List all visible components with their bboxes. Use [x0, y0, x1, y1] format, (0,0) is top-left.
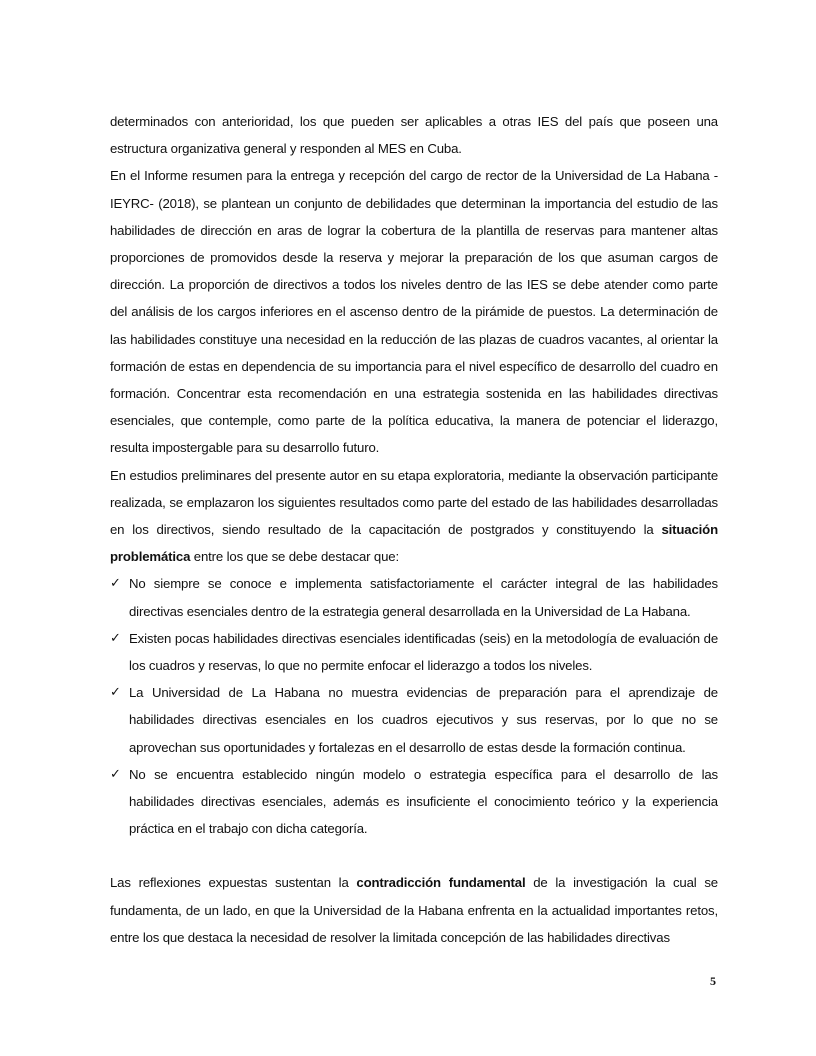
- list-item-text: La Universidad de La Habana no muestra evidencias de preparación para el aprendizaje de habilidades directivas esenciales en los cuadros ejecutivos y sus reservas, por lo que no se aprovechan sus oportunidades y fortalezas en el desarrollo de estas desde la formación continua.: [129, 685, 718, 755]
- paragraph-4-text-a: Las reflexiones expuestas sustentan la: [110, 875, 357, 891]
- situacion-problematica-term: situación problemática: [110, 522, 718, 565]
- paragraph-1: determinados con anterioridad, los que pueden ser aplicables a otras IES del país que poseen una estructura organizativa general y responden al MES en Cuba.: [110, 114, 718, 157]
- list-item: [110, 625, 718, 679]
- list-item-text: Existen pocas habilidades directivas esenciales identificadas (seis) en la metodología de evaluación de los cuadros y reservas, lo que no permite enfocar el liderazgo a todos los niveles.: [129, 630, 718, 674]
- paragraph-2: En el Informe resumen para la entrega y recepción del cargo de rector de la Universidad de La Habana -IEYRC- (2018), se plantean un conjunto de debilidades que determinan la importancia del estudio de las habilidades de dirección en aras de lograr la cobertura de la plantilla de reservas para mantener altas proporciones de promovidos desde la reserva y mejorar la preparación de los que asuman cargos de dirección. La proporción de directivos a todos los niveles dentro de las IES se debe atender como parte del análisis de los cargos inferiores en el ascenso dentro de la pirámide de puestos. La determinación de las habilidades constituye una necesidad en la reducción de las plazas de cuadros vacantes, al orientar la formación de estas en dependencia de su importancia para el nivel específico de desarrollo del cuadro en formación. Concentrar esta recomendación en una estrategia sostenida en las habilidades directivas esenciales, que contemple, como parte de la política educativa, la manera de potenciar el liderazgo, resulta impostergable para su desarrollo futuro.: [110, 168, 718, 456]
- paragraph-3-text-b: entre los que se debe destacar que:: [190, 549, 399, 565]
- document-body: [110, 108, 718, 951]
- contradiccion-fundamental-term: contradicción fundamental: [356, 875, 526, 891]
- list-item: [110, 761, 718, 843]
- checklist: [110, 570, 718, 842]
- paragraph-4: [110, 869, 718, 951]
- list-item: [110, 570, 718, 624]
- spacer: [110, 842, 718, 869]
- paragraph-3-text-a: En estudios preliminares del presente autor en su etapa exploratoria, mediante la observación participante realizada, se emplazaron los siguientes resultados como parte del estado de las habilidades desarrolladas en los directivos, siendo resultado de la capacitación de postgrados y constituyendo la: [110, 467, 718, 538]
- list-item-text: No siempre se conoce e implementa satisfactoriamente el carácter integral de las habilidades directivas esenciales dentro de la estrategia general desarrollada en la Universidad de La Habana.: [129, 576, 718, 619]
- checkmark-icon: ✓: [110, 685, 121, 701]
- paragraph-4-text-b: de la investigación la cual se fundamenta, de un lado, en que la Universidad de la Habana enfrenta en la actualidad importantes retos, entre los que destaca la necesidad de resolver la limitada concepción de las habilidades directivas: [110, 875, 718, 945]
- checkmark-icon: ✓: [110, 630, 121, 646]
- list-item-text: No se encuentra establecido ningún modelo o estrategia específica para el desarrollo de las habilidades directivas esenciales, además es insuficiente el conocimiento teórico y la experiencia práctica en el trabajo con dicha categoría.: [129, 766, 718, 837]
- list-item: [110, 679, 718, 761]
- paragraph-3: [110, 462, 718, 571]
- checkmark-icon: ✓: [110, 766, 121, 782]
- checkmark-icon: ✓: [110, 576, 121, 592]
- page-number: 5: [710, 974, 716, 988]
